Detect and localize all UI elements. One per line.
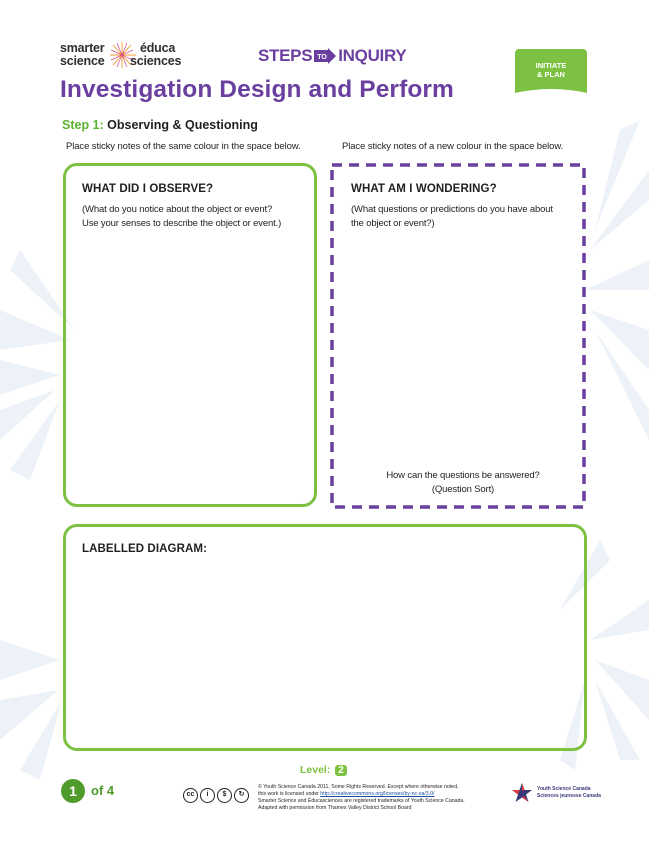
cc-icon: cc bbox=[183, 788, 198, 803]
question-sort-line2: (Question Sort) bbox=[431, 484, 495, 495]
logo-educa: éduca bbox=[140, 41, 176, 55]
org-line2: Sciences jeunesse Canada bbox=[537, 793, 601, 799]
steps-word: STEPS bbox=[258, 46, 313, 65]
labelled-diagram-box bbox=[63, 524, 587, 751]
wonder-title: WHAT AM I WONDERING? bbox=[351, 183, 497, 195]
steps-to-inquiry-logo bbox=[258, 46, 406, 66]
level-indicator bbox=[300, 764, 347, 776]
inquiry-word: INQUIRY bbox=[338, 46, 407, 65]
step-name: Observing & Questioning bbox=[107, 118, 258, 132]
page-total: of 4 bbox=[91, 783, 115, 798]
question-sort-line1: How can the questions be answered? bbox=[386, 470, 540, 481]
observe-desc-line1: (What do you notice about the object or event? bbox=[82, 204, 273, 215]
question-sort-prompt bbox=[372, 469, 554, 497]
step-heading bbox=[62, 118, 258, 132]
instruction-left: Place sticky notes of the same colour in the space below. bbox=[66, 141, 301, 152]
level-value: 2 bbox=[335, 765, 347, 776]
smarter-science-logo bbox=[60, 40, 190, 70]
wonder-desc-line2: the object or event?) bbox=[351, 218, 435, 229]
badge-line1: INITIATE bbox=[535, 61, 567, 70]
to-arrow-icon bbox=[314, 48, 336, 64]
page-title: Investigation Design and Perform bbox=[60, 76, 454, 103]
attribution-icon: i bbox=[200, 788, 215, 803]
logo-science: science bbox=[60, 54, 105, 68]
diagram-title: LABELLED DIAGRAM: bbox=[82, 543, 207, 555]
license-link[interactable]: http://creativecommons.org/licenses/by-nc-sa/3.0/ bbox=[320, 791, 435, 797]
license-text bbox=[258, 784, 465, 812]
wonder-description bbox=[351, 203, 553, 231]
org-line1: Youth Science Canada bbox=[537, 786, 591, 792]
observe-desc-line2: Use your senses to describe the object or event.) bbox=[82, 218, 282, 229]
creative-commons-icons bbox=[183, 788, 249, 803]
wonder-desc-line1: (What questions or predictions do you have about bbox=[351, 204, 553, 215]
instruction-right: Place sticky notes of a new colour in the space below. bbox=[342, 141, 564, 152]
logo-sciences: sciences bbox=[130, 54, 182, 68]
initiate-plan-badge bbox=[515, 49, 587, 97]
license-line3: Smarter Science and Éducasciences are registered trademarks of Youth Science Canada. bbox=[258, 798, 465, 804]
to-word: TO bbox=[317, 54, 328, 61]
badge-line2: & PLAN bbox=[537, 70, 565, 79]
youth-science-canada-star-icon bbox=[510, 782, 534, 804]
observe-description bbox=[82, 203, 281, 231]
logo-smarter: smarter bbox=[60, 41, 105, 55]
step-number: Step 1: bbox=[62, 118, 104, 132]
youth-science-canada-text bbox=[537, 786, 601, 800]
observe-title: WHAT DID I OBSERVE? bbox=[82, 183, 214, 195]
level-label: Level: bbox=[300, 764, 331, 776]
page-number-circle: 1 bbox=[61, 779, 85, 803]
share-alike-icon: ↻ bbox=[234, 788, 249, 803]
license-line1: © Youth Science Canada 2011, Some Rights Reserved. Except where otherwise noted, bbox=[258, 784, 459, 790]
license-line4: Adapted with permission from Thames Valley District School Board bbox=[258, 805, 412, 811]
license-line2-prefix: this work is licensed under bbox=[258, 791, 321, 797]
noncommercial-icon: $ bbox=[217, 788, 232, 803]
